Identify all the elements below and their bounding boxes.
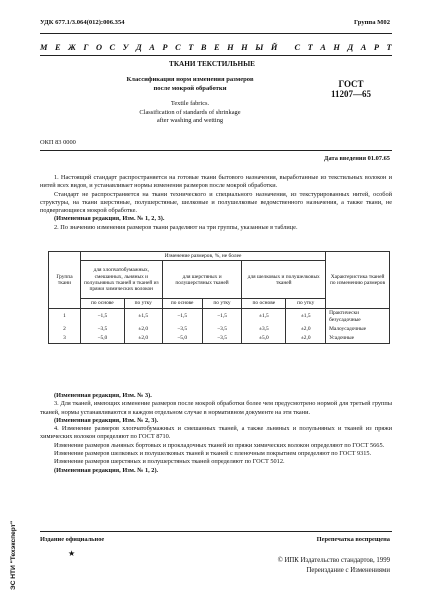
th-group: Группа ткани	[49, 252, 81, 309]
paragraph-8: Изменение размеров шерстяных и полушерстяных тканей определяют по ГОСТ 5012.	[54, 458, 285, 466]
th-wool-warp: по основе	[162, 299, 202, 308]
cell-cotton-warp: −5,0	[80, 333, 124, 343]
banner-letter: Г	[83, 43, 89, 52]
official-edition: Издание официальное	[40, 536, 105, 543]
banner-letter: Т	[307, 43, 313, 52]
gost-number	[316, 79, 386, 100]
reissue-line: Переиздание с Изменениями	[306, 566, 390, 574]
cell-silk-weft: ±2,0	[286, 324, 326, 333]
cell-description: Усадочные	[326, 333, 390, 343]
cell-group: 2	[49, 324, 81, 333]
paragraph-6: Изменение размеров льняных бортовых и прокладочных тканей из пряжи химических волокон определяют по ГОСТ 5665.	[54, 441, 385, 449]
table-row	[49, 324, 390, 333]
paragraph-3: 2. По значению изменения размеров ткани разделяют на три группы, указанные в таблице.	[54, 223, 298, 231]
table-row	[49, 308, 390, 324]
banner-letter: Н	[227, 43, 234, 52]
banner-letter: В	[200, 43, 207, 52]
banner-letter: Н	[333, 43, 340, 52]
th-characteristic: Характеристика тканей по изменению размеров	[326, 252, 390, 309]
cell-cotton-warp: −3,5	[80, 324, 124, 333]
th-cotton-weft: по утку	[124, 299, 162, 308]
gost-code: 11207—65	[330, 89, 371, 100]
banner-letter: Р	[162, 43, 168, 52]
banner-letter: Д	[136, 43, 142, 52]
edit-note-1: (Измененная редакция, Изм. № 1, 2, 3).	[54, 215, 165, 223]
cell-silk-warp: ±1,5	[242, 308, 286, 324]
okp-code: ОКП 83 0000	[40, 139, 76, 146]
th-wool-weft: по утку	[202, 299, 242, 308]
banner-letter: С	[175, 43, 181, 52]
banner-letter: Е	[54, 43, 61, 52]
cell-silk-warp: ±3,5	[242, 324, 286, 333]
paragraph-5: 4. Изменение размеров хлопчатобумажных и смешанных тканей, а также льняных и полульняных и тканей из пряжи химических волокон определяют по ГОСТ 8710.	[40, 425, 392, 441]
th-cotton: для хлопчатобумажных, смешанных, льняных и полульняных тканей и тканей из пряжи химических волокон	[80, 261, 162, 299]
banner-letter: Д	[347, 43, 354, 52]
paragraph-4: 3. Для тканей, имеющих изменение размеров после мокрой обработки более чем предусмотрено нормой для третьей группы тканей, нормы устанавливаются в каждом отдельном случае в нормативном документе на эти ткани.	[40, 400, 392, 416]
reprint-notice: Перепечатка воспрещена	[316, 536, 390, 543]
banner-letter: Ж	[68, 43, 76, 52]
cell-wool-weft: −1,5	[202, 308, 242, 324]
english-title	[80, 100, 300, 126]
shrinkage-table	[48, 251, 390, 344]
th-silk-weft: по утку	[286, 299, 326, 308]
cell-silk-warp: ±5,0	[242, 333, 286, 343]
banner-letter: А	[360, 43, 367, 52]
banner-letter: Н	[241, 43, 248, 52]
cell-silk-weft: ±2,0	[286, 333, 326, 343]
edit-note-4: (Измененная редакция, Изм. № 1, 2).	[54, 466, 159, 474]
cell-cotton-warp: −1,5	[80, 308, 124, 324]
cell-group: 3	[49, 333, 81, 343]
banner-letter: Т	[188, 43, 194, 52]
banner-letter: М	[40, 43, 48, 52]
banner-letter: Й	[270, 43, 278, 52]
banner-letter: О	[95, 43, 102, 52]
star-icon: ★	[68, 549, 76, 558]
th-change: Изменение размеров, %, не более	[80, 252, 325, 261]
cell-cotton-weft: ±2,0	[124, 324, 162, 333]
body-section-1	[40, 174, 392, 232]
cell-description: Малоусадочные	[326, 324, 390, 333]
banner-letter: Т	[386, 43, 392, 52]
header-rule-top	[40, 33, 392, 34]
banner-letter: А	[320, 43, 326, 52]
copyright-block	[278, 556, 390, 575]
interstate-standard-banner	[40, 43, 392, 54]
edit-note-3: (Измененная редакция, Изм. № 2, 3).	[54, 416, 159, 424]
banner-letter: Е	[213, 43, 220, 52]
cell-wool-warp: −1,5	[162, 308, 202, 324]
th-cotton-warp: по основе	[80, 299, 124, 308]
english-title-line-1: Textile fabrics.	[170, 100, 210, 107]
side-stamp: ЭС НТИ "Техэксперт"	[10, 520, 17, 590]
cell-wool-warp: −5,0	[162, 333, 202, 343]
banner-letter: У	[122, 43, 129, 52]
banner-letter	[285, 43, 287, 54]
document-subtitle	[80, 76, 300, 93]
banner-letter: Р	[373, 43, 379, 52]
english-title-line-2: Classification of standards of shrinkage	[139, 108, 241, 116]
group-code: Группа М02	[353, 19, 390, 26]
th-silk: для шелковых и полушелковых тканей	[242, 261, 326, 299]
document-title: ТКАНИ ТЕКСТИЛЬНЫЕ	[169, 60, 255, 68]
banner-letter: Ы	[255, 43, 264, 52]
th-wool: для шерстяных и полушерстяных тканей	[162, 261, 242, 299]
cell-description: Практически безусадочные	[326, 308, 390, 324]
body-section-2	[40, 392, 392, 475]
banner-letter: С	[109, 43, 116, 52]
banner-letter: А	[149, 43, 155, 52]
subtitle-line-1: Классификация норм изменения размеров	[126, 76, 254, 83]
subtitle-line-2: после мокрой обработки	[153, 84, 227, 92]
paragraph-1: 1. Настоящий стандарт распространяется на готовые ткани бытового назначения, выработанные из текстильных волокон и нитей всех видов, и устанавливает нормы изменения размеров после мокрой обработки.	[40, 174, 392, 190]
footer-rule	[40, 531, 392, 532]
okp-rule	[40, 150, 392, 151]
cell-wool-warp: −3,5	[162, 324, 202, 333]
paragraph-7: Изменение размеров шелковых и полушелковых тканей и тканей с пленочным покрытием определяют по ГОСТ 9315.	[54, 450, 372, 458]
english-title-line-3: after washing and wetting	[156, 117, 224, 125]
gost-label: ГОСТ	[338, 79, 364, 89]
header-rule-bottom	[40, 55, 392, 56]
copyright-line: © ИПК Издательство стандартов, 1999	[277, 557, 390, 564]
edit-note-2: (Измененная редакция, Изм. № 3).	[54, 392, 152, 399]
cell-cotton-weft: ±1,5	[124, 308, 162, 324]
cell-wool-weft: −3,5	[202, 324, 242, 333]
cell-group: 1	[49, 308, 81, 324]
banner-letter: С	[294, 43, 301, 52]
paragraph-2: Стандарт не распространяется на ткани технического и специального назначения, из текстурированных нитей, особой структуры, на ткани шерстяные, полушерстяные, шелковые и полушелковые ведомственного назначения, а также ткани, не подвергающиеся мокрой обработке.	[40, 190, 392, 215]
table-row	[49, 333, 390, 343]
cell-silk-weft: ±1,5	[286, 308, 326, 324]
udk-code: УДК 677.1/3.064(012):006.354	[40, 19, 125, 26]
cell-wool-weft: −3,5	[202, 333, 242, 343]
cell-cotton-weft: ±2,0	[124, 333, 162, 343]
th-silk-warp: по основе	[242, 299, 286, 308]
intro-date: Дата введения 01.07.65	[324, 155, 390, 162]
